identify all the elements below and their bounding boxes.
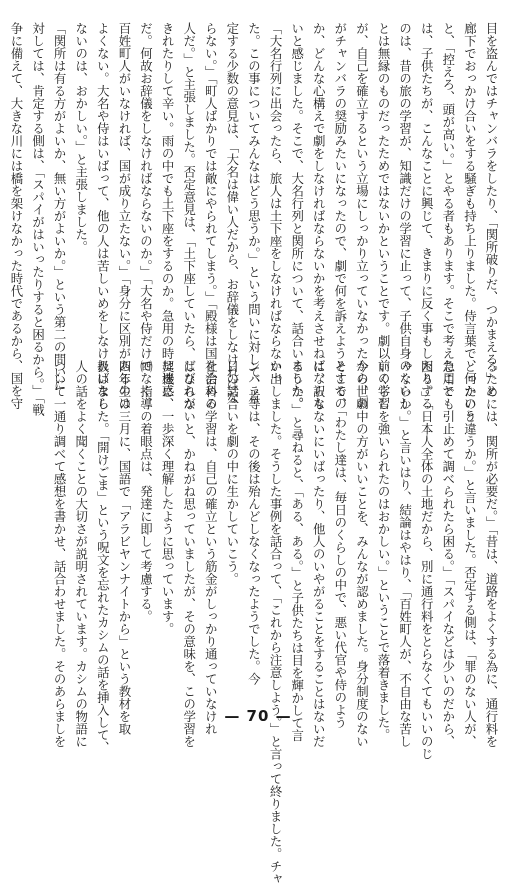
- text-line: ろうか。」と尋ねると、「ある、ある。」と子供たちは目を輝かして言: [289, 360, 305, 742]
- text-line: 目を盗んではチャンバラをしたり、「関所破りだ、つかまえろ。」と: [484, 22, 499, 398]
- text-line: 人だ。」と主張しました。否定意見は、「土下座していたら、しびれが: [181, 22, 197, 410]
- text-line: ないのは、おかしい。」と主張しました。: [73, 22, 89, 254]
- text-line: た。この事についてみんなはどう思うか。」という問いに対して、肯: [246, 22, 262, 404]
- text-line: とは無縁のものだったためではないかということです。劇以前の学習: [376, 22, 392, 410]
- text-line: 今の世の中の方がいいことを、みんなが認めました。身分制度のない: [354, 360, 370, 748]
- text-line: 廊下でおっかけ合いをする騒ぎも持ち上りました。侍言葉で、何かいう: [462, 22, 478, 422]
- text-line: だ。何故お辞儀をしなければならないのか。」「大名や侍だけでなく、: [138, 22, 154, 410]
- text-line: ついて一通り調べて感想を書かせ、話合わせました。そのあらましを: [52, 360, 68, 748]
- text-line: いと感じました。そこで、大名行列と関所について、話合いました。: [289, 22, 305, 410]
- text-line: 百姓町人がいなければ、国が成り立たない。」「身分に区別があるのは: [116, 22, 132, 410]
- text-line: 日の話合いを劇の中に生かしていこう。: [224, 360, 240, 585]
- text-line: か、どんな心構えで劇をしなければならないかを考えさせねばならな: [311, 22, 327, 410]
- text-line: いくらしを強いられたのはおかしい。」ということで落着きました。: [376, 360, 392, 742]
- text-line: 「関所は有る方がよいか、無い方がよいか。」という第二の問いに: [52, 22, 68, 391]
- text-line: 対しては、肯定する側は、「スパイがはいったりすると困るから。」「戦: [30, 22, 46, 416]
- text-line: よくない。大名や侍はいばって、他の人は苦しいめをしなければなら: [95, 22, 111, 410]
- text-line: ばならないと、かねがね思っていましたが、その意味を、この学習を: [181, 360, 197, 748]
- text-line: 困る。」「日本人全体の土地だから、別に通行料をとらなくてもいいのじ: [419, 360, 435, 761]
- text-line: 四年生の三月に、国語で「アラビヤンナイトから」という教材を取: [116, 360, 132, 735]
- text-line: 社会科の学習は、自己の確立という筋金がしっかり通っていなけれ: [203, 360, 219, 735]
- text-line: 扱いました。「開けごま」という呪文を忘れたカシムの話を挿入して、: [95, 360, 111, 754]
- text-line: 定する少数の意見は、「大名は偉い人だから、お辞儀をしなければな: [224, 22, 240, 404]
- text-line: 急用でも引止めて調べられたら困る。」「スパイなどは少いのだから、: [440, 360, 456, 748]
- text-line: るためには、関所が必要だ。」「昔は、道路をよくする為に、通行料を: [484, 360, 499, 748]
- text-line: に、訳もないにいばったり、他人のいやがることをすることはないだ: [311, 360, 327, 748]
- text-line: のは、昔の旅の学習が、知識だけの学習に止って、子供自身のくらし: [397, 22, 413, 410]
- text-line: そこで、「わたし達は、毎日のくらしの中で、悪い代官や侍のよう: [332, 360, 348, 729]
- text-line: と、「控えろ、頭が高い。」とやる者もあります。そこで考えたこと: [440, 22, 456, 398]
- text-line: ンバラ等は、その後は殆んどしなくなったようでした。今: [246, 360, 262, 685]
- text-line: きれたりして辛い。雨の中でも土下座をするのか。急用の時は迷惑: [160, 22, 176, 397]
- text-line: らない。」「町人ばかりでは敵にやられてしまう。」「殿様は国を治める: [203, 22, 219, 410]
- text-line: ゃないか。」と言いはり、結論はやはり、「百姓町人が、不自由な苦し: [397, 360, 413, 748]
- upper-text-block: [8, 22, 502, 422]
- page-number: — 70 —: [224, 707, 292, 725]
- text-line: がチャンバラの奨励みたいになったので、劇で何を訴えようとするの: [332, 22, 348, 410]
- text-line: とったのと違うか。」と言いました。否定する側は、「罪のない人が、: [462, 360, 478, 748]
- text-line: は、子供たちが、こんなことに興じて、きまりに反く事もしたりする: [419, 22, 435, 410]
- text-line: 人の話をよく聞くことの大切さが説明されています。カシムの物語に: [73, 360, 89, 748]
- text-line: ㈣ 指導の着眼点は、発達に即して考慮する。: [138, 360, 154, 623]
- text-line: 争に備えて、大きな川には橋を架けなかった時代であるから、国を守: [8, 22, 24, 410]
- text-line: い出しました。そうした事例を話合って、「これから注意しよう。」と言って終りました。チャ: [268, 360, 284, 885]
- text-line: 契機に、一歩深く理解したように思っています。: [160, 360, 176, 635]
- text-line: 「大名行列に出会ったら、旅人は土下座をしなければならなかっ: [268, 22, 284, 385]
- text-line: が、自己を確立するという立場にしっかり立っていなかったから、劇: [354, 22, 370, 410]
